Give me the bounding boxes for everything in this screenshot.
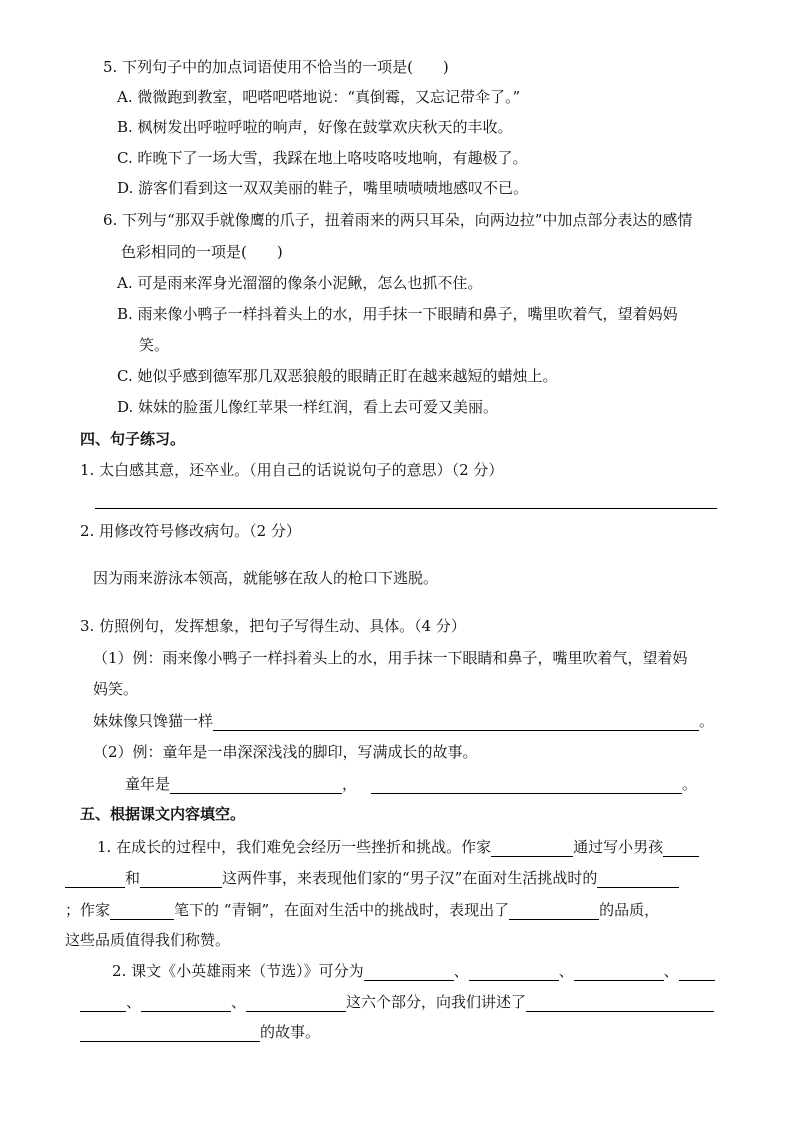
s5-p2-blank-3[interactable] <box>574 964 664 981</box>
s5-p2-blank-6[interactable] <box>246 995 346 1012</box>
s5-p2-text-a: 2. 课文《小英雄雨来（节选）》可分为 <box>112 962 364 980</box>
s5-p2-sep: 、 <box>558 962 574 980</box>
q6-option-d: D. 妹妹的脸蛋儿像红苹果一样红润，看上去可爱又美丽。 <box>117 398 499 416</box>
s4-q2-sentence: 因为雨来游泳本领高，就能够在敌人的枪口下逃脱。 <box>93 569 439 587</box>
s4-q1: 1. 太白感其意，还卒业。（用自己的话说说句子的意思）（2 分） <box>80 461 504 479</box>
s5-p2-blank-4[interactable] <box>80 995 126 1012</box>
s5-p2-blank-story[interactable] <box>80 1025 260 1042</box>
s5-p2-blank-2[interactable] <box>469 964 559 981</box>
s5-p2-text-b: 这六个部分，向我们讲述了 <box>346 993 527 1011</box>
s4-q3-ex2-prompt-row <box>125 774 697 794</box>
s4-q3-ex1-line2: 妈笑。 <box>93 680 139 698</box>
s5-p1-blank-event1-start[interactable] <box>663 840 699 857</box>
s5-p2-sep: 、 <box>126 993 142 1011</box>
section-4-title: 四、句子练习。 <box>80 430 186 448</box>
q6-option-a: A. 可是雨来浑身光溜溜的像条小泥鳅，怎么也抓不住。 <box>117 274 483 292</box>
section-5-title: 五、根据课文内容填空。 <box>80 805 246 823</box>
q6-option-c: C. 她似乎感到德军那几双恶狼般的眼睛正盯在越来越短的蜡烛上。 <box>117 367 558 385</box>
s5-p1-blank-author1[interactable] <box>491 840 573 857</box>
s5-p1-row4: 这些品质值得我们称赞。 <box>65 931 231 949</box>
s4-q3-ex1-line1: （1）例：雨来像小鸭子一样抖着头上的水，用手抹一下眼睛和鼻子，嘴里吹着气，望着妈 <box>93 649 688 667</box>
s5-p2-sep: 、 <box>231 993 247 1011</box>
s5-p1-text-f: 笔下的 “青铜”，在面对生活中的挑战时，表现出了 <box>174 901 510 919</box>
s5-p2-blank-1[interactable] <box>364 964 454 981</box>
s5-p2-row2 <box>80 992 714 1012</box>
s5-p1-text-g: 的品质， <box>599 901 660 919</box>
s5-p2-row3 <box>80 1022 320 1042</box>
s5-p1-row3 <box>65 900 659 920</box>
q5-stem: 5. 下列句子中的加点词语使用不恰当的一项是( ) <box>103 58 449 76</box>
s5-p1-blank-event2[interactable] <box>140 871 222 888</box>
s5-p1-text-b: 通过写小男孩 <box>573 838 664 856</box>
q6-option-b-line2: 笑。 <box>139 336 170 354</box>
s4-q3-ex1-blank[interactable] <box>213 714 699 731</box>
s4-q2: 2. 用修改符号修改病句。（2 分） <box>80 522 301 540</box>
s5-p1-text-e: ；作家 <box>65 901 111 919</box>
s5-p2-sep: 、 <box>453 962 469 980</box>
s4-q3-ex2: （2）例：童年是一串深深浅浅的脚印，写满成长的故事。 <box>93 743 478 761</box>
s4-q3: 3. 仿照例句，发挥想象，把句子写得生动、具体。（4 分） <box>80 617 466 635</box>
q6-stem-line1: 6. 下列与“那双手就像鹰的爪子，扭着雨来的两只耳朵，向两边拉”中加点部分表达的感情 <box>103 211 693 229</box>
s4-q3-ex1-prompt: 妹妹像只馋猫一样 <box>93 712 214 730</box>
q6-option-b-line1: B. 雨来像小鸭子一样抖着头上的水，用手抹一下眼睛和鼻子，嘴里吹着气，望着妈妈 <box>117 305 678 323</box>
s5-p2-row1 <box>112 961 715 981</box>
s4-q3-ex2-blank-2[interactable] <box>371 777 682 794</box>
s5-p1-blank-quality1[interactable] <box>597 871 679 888</box>
s4-q3-ex1-period: 。 <box>699 712 715 730</box>
s5-p2-sep: 、 <box>663 962 679 980</box>
s5-p2-text-c: 的故事。 <box>260 1023 321 1041</box>
s5-p2-blank-5[interactable] <box>141 995 231 1012</box>
s5-p1-text-a: 1. 在成长的过程中，我们难免会经历一些挫折和挑战。作家 <box>97 838 492 856</box>
s4-q3-ex1-prompt-row <box>93 711 714 731</box>
s4-q3-ex2-blank-1[interactable] <box>170 777 342 794</box>
s5-p1-blank-event1[interactable] <box>65 871 125 888</box>
q6-stem-line2: 色彩相同的一项是( ) <box>121 243 283 261</box>
q5-option-c: C. 昨晚下了一场大雪，我踩在地上咯吱咯吱地响，有趣极了。 <box>117 149 528 167</box>
s5-p1-text-c: 和 <box>125 869 141 887</box>
s5-p1-blank-quality2[interactable] <box>509 903 599 920</box>
q5-option-d: D. 游客们看到这一双双美丽的鞋子，嘴里啧啧啧地感叹不已。 <box>117 179 529 197</box>
q5-option-a: A. 微微跑到教室，吧嗒吧嗒地说：“真倒霉，又忘记带伞了。” <box>117 88 521 106</box>
s5-p2-blank-4-start[interactable] <box>679 964 715 981</box>
s5-p1-row1 <box>97 837 699 857</box>
s4-q3-ex2-period: 。 <box>682 775 698 793</box>
s5-p1-row2 <box>65 868 679 888</box>
s4-q1-answer-line[interactable] <box>95 508 717 509</box>
q5-option-b: B. 枫树发出呼啦呼啦的响声，好像在鼓掌欢庆秋天的丰收。 <box>117 118 513 136</box>
s5-p1-blank-author2[interactable] <box>110 903 174 920</box>
s5-p1-text-d: 这两件事，来表现他们家的“男子汉”在面对生活挑战时的 <box>222 869 598 887</box>
s4-q3-ex2-comma: ， <box>342 775 358 793</box>
s4-q3-ex2-prompt: 童年是 <box>125 775 171 793</box>
s5-p2-blank-story-start[interactable] <box>526 995 714 1012</box>
